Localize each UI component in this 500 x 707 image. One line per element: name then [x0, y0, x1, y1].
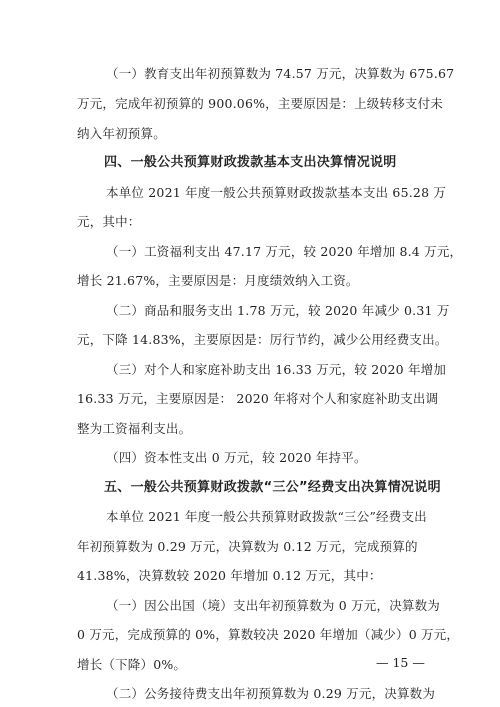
paragraph-line: 元，其中： [77, 214, 141, 229]
paragraph-line: （一）因公出国（境）支出年初预算数为 0 万元，决算数为 [106, 598, 441, 613]
paragraph-line: （一）工资福利支出 47.17 万元，较 2020 年增加 8.4 万元， [106, 244, 463, 259]
section-heading: 四、一般公共预算财政拨款基本支出决算情况说明 [104, 155, 397, 170]
paragraph-line: （一）教育支出年初预算数为 74.57 万元，决算数为 675.67 [106, 66, 455, 81]
paragraph-line: 本单位 2021 年度一般公共预算财政拨款基本支出 65.28 万 [106, 185, 447, 200]
paragraph-line: （四）资本性支出 0 万元，较 2020 年持平。 [106, 450, 367, 465]
paragraph-line: 本单位 2021 年度一般公共预算财政拨款“三公”经费支出 [106, 509, 427, 524]
paragraph-line: 整为工资福利支出。 [77, 421, 192, 436]
paragraph-line: （二）商品和服务支出 1.78 万元，较 2020 年减少 0.31 万 [106, 303, 450, 318]
paragraph-line: 0 万元，完成预算的 0%，算数较决 2020 年增加（减少）0 万元， [77, 627, 460, 642]
paragraph-line: 元，下降 14.83%，主要原因是：厉行节约，减少公用经费支出。 [77, 332, 448, 347]
paragraph-line: 年初预算数为 0.29 万元，决算数为 0.12 万元，完成预算的 [77, 539, 418, 554]
paragraph-line: 万元，完成年初预算的 900.06%，主要原因是：上级转移支付未 [77, 96, 443, 111]
paragraph-line: （三）对个人和家庭补助支出 16.33 万元，较 2020 年增加 [106, 362, 447, 377]
paragraph-line: 增长（下降）0%。 [77, 657, 187, 672]
paragraph-line: （二）公务接待费支出年初预算数为 0.29 万元，决算数为 [106, 686, 436, 701]
paragraph-line: 16.33 万元，主要原因是： 2020 年将对个人和家庭补助支出调 [77, 391, 439, 406]
paragraph-line: 增长 21.67%，主要原因是：月度绩效纳入工资。 [77, 273, 359, 288]
paragraph-line: 41.38%，决算数较 2020 年增加 0.12 万元，其中： [77, 568, 382, 583]
paragraph-line: 纳入年初预算。 [77, 126, 166, 141]
page-number: — 15 — [376, 655, 425, 670]
section-heading: 五、一般公共预算财政拨款“三公”经费支出决算情况说明 [104, 480, 441, 495]
